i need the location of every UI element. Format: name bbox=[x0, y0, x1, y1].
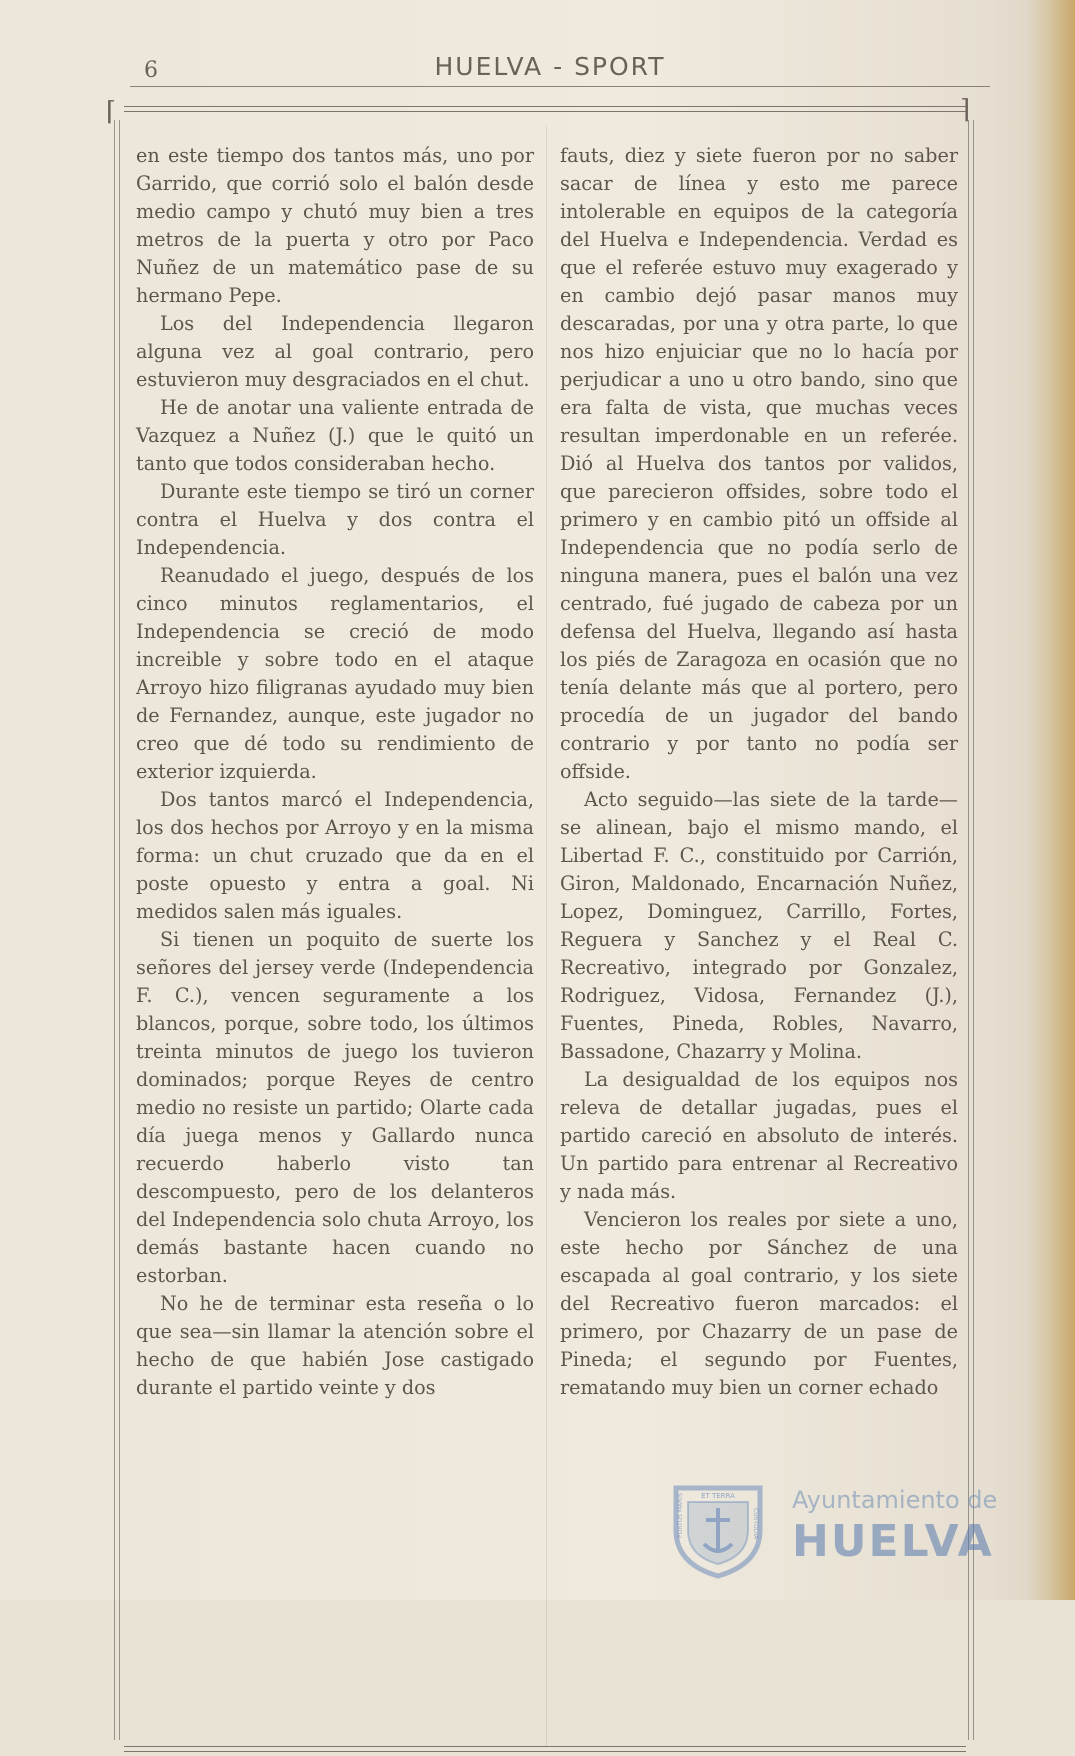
frame-corner-ornament-icon: ⌈ bbox=[106, 97, 117, 127]
city-seal-icon bbox=[662, 1468, 774, 1580]
paragraph: Acto seguido—las siete de la tarde—se alinean, bajo el mismo mando, el Libertad F. C., constituido por Carrión, Giron, Maldonado, Encarnación Nuñez, Lopez, Dominguez, Carrillo, Fortes, Reguera y Sanchez y el Real C. Recreativo, integrado por Gonzalez, Rodriguez, Vidosa, Fernandez (J.), Fuentes, Pineda, Robles, Navarro, Bassadone, Chazarry y Molina. bbox=[560, 788, 958, 1063]
frame-left-rule bbox=[114, 120, 120, 1740]
paragraph: Durante este tiempo se tiró un corner contra el Huelva y dos contra el Independencia. bbox=[136, 480, 534, 559]
watermark bbox=[662, 1468, 1002, 1588]
page-header bbox=[110, 48, 990, 88]
frame-top-rule bbox=[124, 106, 966, 112]
frame-bottom-rule bbox=[124, 1746, 966, 1752]
watermark-line-1: Ayuntamiento de bbox=[792, 1486, 998, 1514]
header-rule bbox=[130, 86, 990, 87]
paragraph: La desigualdad de los equipos nos releva de detallar jugadas, pues el partido careció en absoluto de interés. Un partido para entrenar al Recreativo y nada más. bbox=[560, 1068, 958, 1203]
paragraph: Si tienen un poquito de suerte los señores del jersey verde (Independencia F. C.), vencen seguramente a los blancos, porque, sobre todo, los últimos treinta minutos de juego los tuvieron dominados; porque Reyes de centro medio no resiste un partido; Olarte cada día juega menos y Gallardo nunca recuerdo haberlo visto tan descompuesto, pero de los delanteros del Independencia solo chuta Arroyo, los demás bastante hacen cuando no estorban. bbox=[136, 928, 534, 1287]
paragraph: en este tiempo dos tantos más, uno por Garrido, que corrió solo el balón desde medio campo y chutó muy bien a tres metros de la puerta y otro por Paco Nuñez de un matemático pase de su hermano Pepe. bbox=[136, 144, 534, 307]
text-column-right bbox=[560, 142, 958, 1402]
masthead-title: HUELVA - SPORT bbox=[434, 52, 666, 81]
paragraph: He de anotar una valiente entrada de Vazquez a Nuñez (J.) que le quitó un tanto que todos consideraban hecho. bbox=[136, 396, 534, 475]
paragraph: Dos tantos marcó el Independencia, los dos hechos por Arroyo y en la misma forma: un chut cruzado que da en el poste opuesto y entra a goal. Ni medidos salen más iguales. bbox=[136, 788, 534, 923]
paragraph: Reanudado el juego, después de los cinco minutos reglamentarios, el Independencia se creció de modo increible y sobre todo en el ataque Arroyo hizo filigranas ayudado muy bien de Fernandez, aunque, este jugador no creo que dé todo su rendimiento de exterior izquierda. bbox=[136, 564, 534, 783]
frame-corner-ornament-icon: ⌉ bbox=[960, 95, 971, 125]
text-column-left bbox=[136, 142, 534, 1402]
column-divider bbox=[546, 126, 547, 1746]
seal-right-text: CUSTODIA bbox=[752, 1508, 759, 1540]
page-edge-shadow bbox=[1027, 0, 1075, 1600]
paragraph: fauts, diez y siete fueron por no saber sacar de línea y esto me parece intolerable en equipos de la categoría del Huelva e Independencia. Verdad es que el referée estuvo muy exagerado y en cambio dejó pasar manos muy descaradas, por una y otra parte, lo que nos hizo enjuiciar que no lo hacía por perjudicar a uno u otro bando, sino que era falta de vista, que muchas veces resultan imperdonable en un referée. Dió al Huelva dos tantos por validos, que parecieron offsides, sobre todo el primero y en cambio pitó un offside al Independencia que no podía serlo de ninguna manera, pues el balón una vez centrado, fué jugado de cabeza por un defensa del Huelva, llegando así hasta los piés de Zaragoza en ocasión que no tenía delante más que al portero, pero procedía de un jugador del bando contrario y por tanto no podía ser offside. bbox=[560, 144, 958, 783]
paragraph: No he de terminar esta reseña o lo que sea—sin llamar la atención sobre el hecho de que habién Jose castigado durante el partido veinte y dos bbox=[136, 1292, 534, 1399]
paragraph: Los del Independencia llegaron alguna vez al goal contrario, pero estuvieron muy desgraciados en el chut. bbox=[136, 312, 534, 391]
seal-top-text: ET TERRA bbox=[701, 1492, 735, 1500]
paragraph: Vencieron los reales por siete a uno, este hecho por Sánchez de una escapada al goal contrario, y los siete del Recreativo fueron marcados: el primero, por Chazarry de un pase de Pineda; el segundo por Fuentes, rematando muy bien un corner echado bbox=[560, 1208, 958, 1399]
watermark-line-2: HUELVA bbox=[792, 1516, 994, 1567]
page-number: 6 bbox=[144, 58, 158, 83]
seal-left-text: PORTUS MARIS bbox=[677, 1493, 684, 1538]
